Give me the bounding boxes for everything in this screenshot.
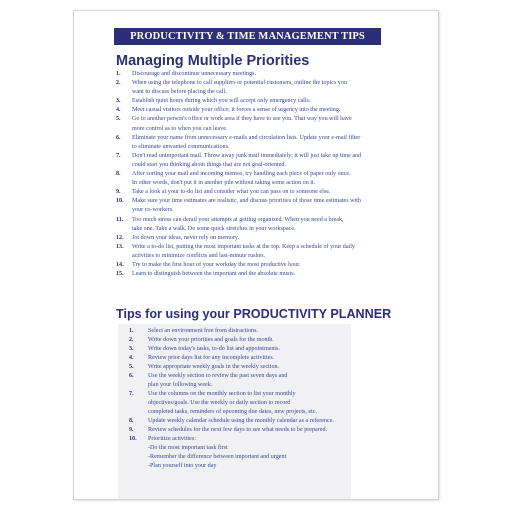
list-item-text: Try to make the first hour of your workday the most productive hour. <box>132 261 301 268</box>
list-item-text: Review schedules for the next few days to see what needs to be prepared. <box>148 427 328 433</box>
list-item-number: 7. <box>129 391 134 397</box>
list-item <box>129 417 351 426</box>
list-item-number: 3. <box>129 346 134 352</box>
list-item <box>129 426 351 435</box>
list-item-text: could start you thinking about things that are not goal-oriented. <box>132 161 287 168</box>
list-item-number: 6. <box>116 134 121 141</box>
list-item-number: 5. <box>129 364 134 370</box>
list-item-number: 8. <box>116 171 121 178</box>
list-item-number: 15. <box>116 271 124 278</box>
list-item <box>116 170 416 188</box>
list-item-text: Go to another person's office or work area if they have to see you. That way you will have <box>132 116 352 123</box>
list-item <box>129 327 351 336</box>
list-item-number: 2. <box>116 80 121 87</box>
list-item-text: Use the columns on the monthly section to list your monthly <box>148 391 296 397</box>
list-item <box>116 106 416 115</box>
list-item-text: Learn to distinguish between the important and the absolute musts. <box>132 271 296 278</box>
list-item-number: 9. <box>116 189 121 196</box>
list-item-text: Prioritize activities: <box>148 436 196 442</box>
list-item-text: Take a look at your to-do list and consider what you can pass on to someone else. <box>132 189 331 196</box>
list-item-text: After sorting your mail and incoming memos, try handling each piece of paper only once. <box>132 171 351 178</box>
priorities-list <box>116 70 416 279</box>
list-item-text: Meet casual visitors outside your office; it forces a sense of urgency into the meeting. <box>132 107 341 114</box>
list-item-number: 5. <box>116 116 121 123</box>
list-item-text: -Do the most important task first <box>148 445 228 451</box>
list-item-text: Don't read unimportant mail. Throw away junk mail immediately; it will just take up time and <box>132 152 362 159</box>
list-item-text: Write down today's tasks, to-do list and appointments. <box>148 346 281 352</box>
section-heading-planner-tips: Tips for using your PRODUCTIVITY PLANNER <box>116 307 392 321</box>
list-item-text: completed tasks, reminders of upcoming due dates, new projects, etc. <box>148 409 318 415</box>
list-item-text: Eliminate your name from unnecessary e-mails and circulation lists. Update your e-mail filter <box>132 134 361 141</box>
page-banner: PRODUCTIVITY & TIME MANAGEMENT TIPS <box>114 28 381 45</box>
list-item-number: 13. <box>116 243 124 250</box>
list-item-text: objectives/goals. Use the weekly or daily section to record <box>148 400 291 406</box>
list-item-text: Select an environment free from distractions. <box>148 328 258 334</box>
list-item-number: 4. <box>129 355 134 361</box>
list-item-number: 8. <box>129 418 134 424</box>
list-item-text: want to discuss before placing the call. <box>132 89 227 96</box>
list-item-text: activities to minimize conflicts and last-minute rushes. <box>132 252 266 259</box>
list-item-text: take one. Take a walk. Do some quick stretches in your workspace. <box>132 225 296 232</box>
list-item-text: Establish quiet hours during which you will accept only emergency calls. <box>132 98 311 105</box>
list-item-number: 2. <box>129 337 134 343</box>
list-item-text: In other words, don't put it in another pile without taking some action on it. <box>132 180 316 187</box>
list-item-number: 10. <box>116 198 124 205</box>
list-item-text: to eliminate unwanted communications. <box>132 143 230 150</box>
list-item-number: 1. <box>129 328 134 334</box>
list-item-text: -Remember the difference between important and urgent <box>148 454 287 460</box>
list-item <box>116 115 416 133</box>
list-item <box>129 372 351 390</box>
list-item-number: 10. <box>129 436 137 442</box>
list-item <box>116 70 416 79</box>
list-item <box>116 197 416 215</box>
list-item-text: Use the weekly section to review the past seven days and <box>148 373 288 379</box>
list-item-text: Write a to-do list, putting the most important tasks at the top. Keep a schedule of your daily <box>132 243 355 250</box>
list-item <box>129 390 351 417</box>
list-item-text: Too much stress can derail your attempts at getting organized. When you need a break, <box>132 216 344 223</box>
list-item-text: Review prior days list for any incomplete activities. <box>148 355 275 361</box>
list-item-text: Update weekly calendar schedule using the monthly calendar as a reference. <box>148 418 334 424</box>
list-item-number: 1. <box>116 71 121 77</box>
list-item <box>116 79 416 97</box>
list-item <box>116 97 416 106</box>
list-item-number: 3. <box>116 98 121 105</box>
list-item-text: Make sure your time estimates are realistic, and discuss priorities of those time estimates with <box>132 198 361 205</box>
list-item-text: Write appropriate weekly goals in the weekly section. <box>148 364 280 370</box>
list-item <box>116 243 416 261</box>
list-item-number: 7. <box>116 152 121 159</box>
section-heading-priorities: Managing Multiple Priorities <box>116 53 310 69</box>
list-item-text: -Plan yourself into your day <box>148 463 217 469</box>
planner-tips-list <box>129 327 351 471</box>
list-item-number: 12. <box>116 234 124 241</box>
list-item <box>116 234 416 243</box>
list-item-text: When using the telephone to call suppliers or potential customers, outline the topics you <box>132 80 347 87</box>
list-item-text: more control as to when you can leave. <box>132 125 228 132</box>
list-item-number: 14. <box>116 261 124 268</box>
list-item-text: Discourage and discontinue unnecessary meetings. <box>132 71 257 77</box>
list-item-text: Write down your priorities and goals for the month. <box>148 337 274 343</box>
list-item-text: your co-workers. <box>132 207 174 214</box>
list-item <box>129 336 351 345</box>
list-item <box>116 152 416 170</box>
list-item <box>129 363 351 372</box>
list-item <box>116 270 416 279</box>
list-item-number: 11. <box>116 216 124 223</box>
list-item <box>129 435 351 471</box>
list-item <box>116 188 416 197</box>
list-item-text: Jot down your ideas, never rely on memory. <box>132 234 240 241</box>
list-item <box>129 345 351 354</box>
list-item <box>116 216 416 234</box>
list-item-number: 6. <box>129 373 134 379</box>
list-item <box>129 354 351 363</box>
list-item-number: 4. <box>116 107 121 114</box>
list-item <box>116 134 416 152</box>
list-item-text: plan your following week. <box>148 382 213 388</box>
list-item <box>116 261 416 270</box>
document-page <box>73 10 439 500</box>
list-item-number: 9. <box>129 427 134 433</box>
